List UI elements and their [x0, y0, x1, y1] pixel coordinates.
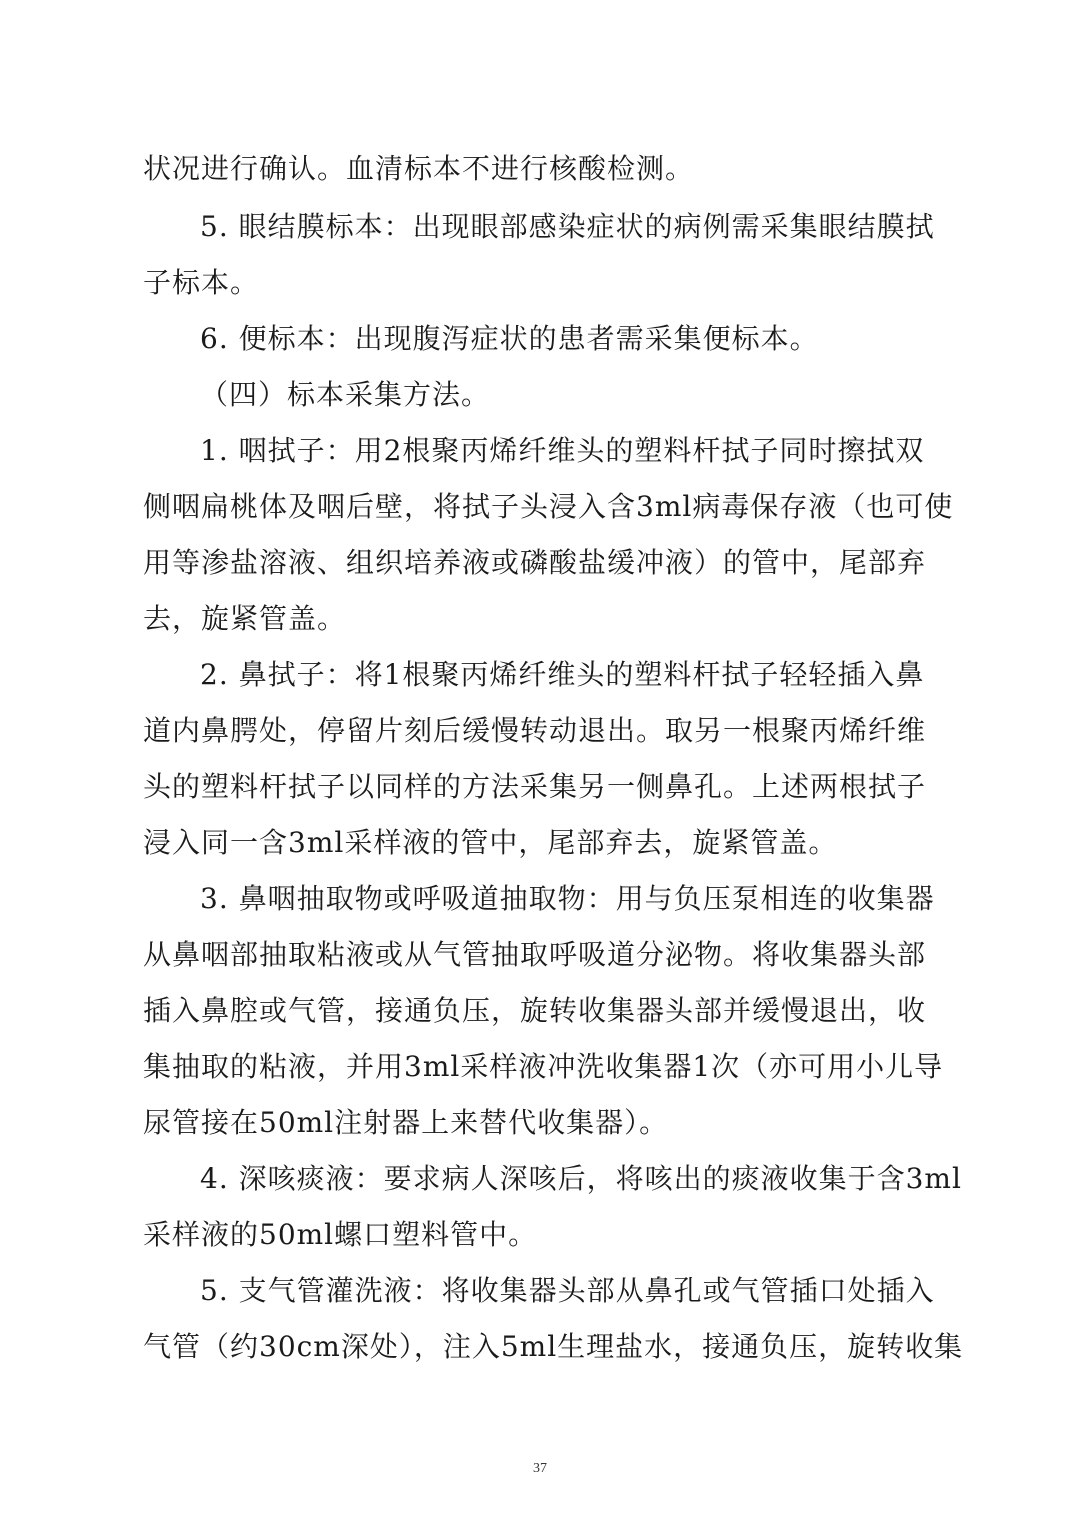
paragraph-line: 2. 鼻拭子：将1根聚丙烯纤维头的塑料杆拭子轻轻插入鼻 — [200, 658, 925, 691]
paragraph-line: 子标本。 — [143, 266, 260, 299]
paragraph-line: 5. 支气管灌洗液：将收集器头部从鼻孔或气管插口处插入 — [200, 1274, 935, 1307]
paragraph-line: 从鼻咽部抽取粘液或从气管抽取呼吸道分泌物。将收集器头部 — [143, 938, 927, 971]
page-number: 37 — [533, 1461, 547, 1476]
paragraph-line: 4. 深咳痰液：要求病人深咳后，将咳出的痰液收集于含3ml — [200, 1162, 962, 1195]
paragraph-line: 集抽取的粘液，并用3ml采样液冲洗收集器1次（亦可用小儿导 — [143, 1050, 944, 1083]
paragraph-line: 采样液的50ml螺口塑料管中。 — [143, 1218, 538, 1251]
paragraph-line: 5. 眼结膜标本：出现眼部感染症状的病例需采集眼结膜拭 — [200, 210, 935, 243]
paragraph-line: 去，旋紧管盖。 — [143, 602, 347, 635]
paragraph-line: 6. 便标本：出现腹泻症状的患者需采集便标本。 — [200, 322, 819, 355]
paragraph-line: 浸入同一含3ml采样液的管中，尾部弃去，旋紧管盖。 — [143, 826, 838, 859]
paragraph-line: 插入鼻腔或气管，接通负压，旋转收集器头部并缓慢退出，收 — [143, 994, 927, 1027]
paragraph-line: 状况进行确认。血清标本不进行核酸检测。 — [143, 152, 695, 185]
paragraph-line: 气管（约30cm深处），注入5ml生理盐水，接通负压，旋转收集 — [143, 1330, 964, 1363]
section-heading: （四）标本采集方法。 — [200, 378, 491, 411]
paragraph-line: 3. 鼻咽抽取物或呼吸道抽取物：用与负压泵相连的收集器 — [200, 882, 935, 915]
paragraph-line: 道内鼻腭处，停留片刻后缓慢转动退出。取另一根聚丙烯纤维 — [143, 714, 927, 747]
paragraph-line: 侧咽扁桃体及咽后壁，将拭子头浸入含3ml病毒保存液（也可使 — [143, 490, 954, 523]
paragraph-line: 尿管接在50ml注射器上来替代收集器）。 — [143, 1106, 669, 1139]
paragraph-line: 用等渗盐溶液、组织培养液或磷酸盐缓冲液）的管中，尾部弃 — [143, 546, 927, 579]
paragraph-line: 头的塑料杆拭子以同样的方法采集另一侧鼻孔。上述两根拭子 — [143, 770, 927, 803]
paragraph-line: 1. 咽拭子：用2根聚丙烯纤维头的塑料杆拭子同时擦拭双 — [200, 434, 925, 467]
